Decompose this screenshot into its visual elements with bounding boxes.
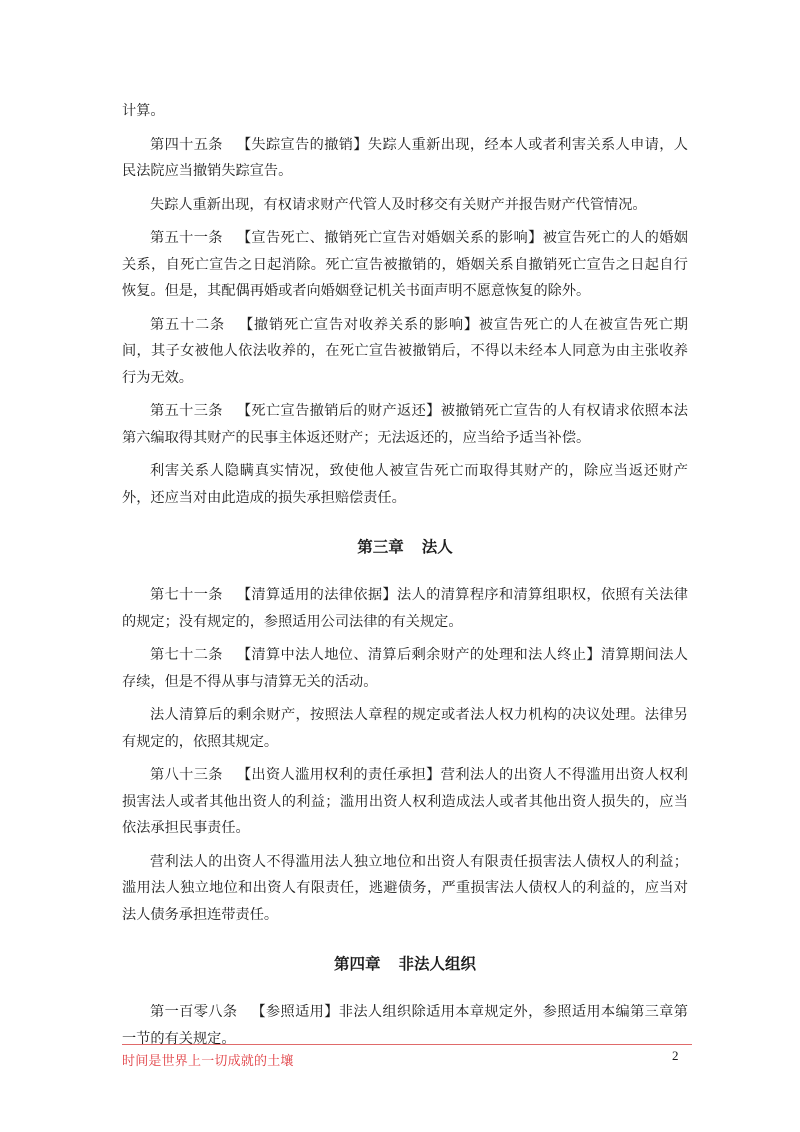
footer-motto: 时间是世界上一切成就的土壤 (122, 1054, 294, 1069)
chapter-heading (122, 534, 688, 560)
paragraph-text: 被宣告死亡的人在被宣告死亡期间，其子女被他人依法收养的，在死亡宣告被撤销后，不得以未经本人同意为由主张收养行为无效。 (122, 316, 688, 386)
chapter-number: 第三章 (357, 538, 404, 556)
chapter-title: 法人 (421, 538, 453, 556)
paragraph-text: 利害关系人隐瞒真实情况，致使他人被宣告死亡而取得其财产的，除应当返还财产外，还应当对由此造成的损失承担赔偿责任。 (122, 463, 688, 506)
article-number: 第一百零八条 (150, 1004, 238, 1020)
article-title: 【出资人滥用权利的责任承担】 (236, 767, 441, 783)
article-number: 第四十五条 (150, 136, 223, 153)
article-title: 【失踪宣告的撤销】 (236, 136, 368, 153)
paragraph-text: 法人清算后的剩余财产，按照法人章程的规定或者法人权力机构的决议处理。法律另有规定的，依照其规定。 (122, 707, 688, 750)
paragraph-text: 被撤销死亡宣告的人有权请求依照本法第六编取得其财产的民事主体返还财产；无法返还的，应当给予适当补偿。 (122, 403, 688, 446)
article-title: 【清算中法人地位、清算后剩余财产的处理和法人终止】 (236, 647, 601, 663)
article-paragraph (122, 582, 688, 642)
article-paragraph (122, 642, 688, 702)
paragraph-text: 失踪人重新出现，经本人或者利害关系人申请，人民法院应当撤销失踪宣告。 (122, 136, 688, 179)
document-body (122, 98, 688, 1059)
article-paragraph (122, 132, 688, 192)
paragraph-text: 营利法人的出资人不得滥用法人独立地位和出资人有限责任损害法人债权人的利益；滥用法人独立地位和出资人有限责任，逃避债务，严重损害法人债权人的利益的，应当对法人债务承担连带责任。 (122, 853, 688, 923)
paragraph-text: 失踪人重新出现，有权请求财产代管人及时移交有关财产并报告财产代管情况。 (150, 196, 647, 213)
body-paragraph (122, 98, 688, 132)
chapter-title: 非法人组织 (398, 955, 477, 973)
article-title: 【宣告死亡、撤销死亡宣告对婚姻关系的影响】 (236, 230, 543, 246)
body-paragraph (122, 458, 688, 518)
article-paragraph (122, 762, 688, 849)
article-title: 【撤销死亡宣告对收养关系的影响】 (238, 316, 479, 333)
article-paragraph (122, 225, 688, 312)
page-number: 2 (672, 1048, 679, 1063)
article-title: 【清算适用的法律依据】 (236, 587, 398, 603)
paragraph-text: 清算期间法人存续，但是不得从事与清算无关的活动。 (122, 647, 688, 690)
article-number: 第五十二条 (150, 316, 225, 333)
article-paragraph (122, 312, 688, 399)
article-paragraph (122, 398, 688, 458)
paragraph-text: 营利法人的出资人不得滥用出资人权利损害法人或者其他出资人的利益；滥用出资人权利造成法人或者其他出资人损失的，应当依法承担民事责任。 (122, 767, 688, 836)
article-number: 第七十二条 (150, 647, 223, 663)
paragraph-text: 法人的清算程序和清算组职权，依照有关法律的规定；没有规定的，参照适用公司法律的有关规定。 (122, 587, 688, 630)
body-paragraph (122, 702, 688, 762)
body-paragraph (122, 192, 688, 226)
article-number: 第五十一条 (150, 230, 223, 246)
paragraph-text: 非法人组织除适用本章规定外，参照适用本编第三章第一节的有关规定。 (122, 1004, 688, 1047)
paragraph-text: 计算。 (122, 103, 165, 119)
chapter-number: 第四章 (333, 955, 381, 973)
article-number: 第五十三条 (150, 403, 223, 419)
chapter-heading (122, 951, 688, 977)
paragraph-text: 被宣告死亡的人的婚姻关系，自死亡宣告之日起消除。死亡宣告被撤销的，婚姻关系自撤销死亡宣告之日起自行恢复。但是，其配偶再婚或者向婚姻登记机关书面声明不愿意恢复的除外。 (122, 230, 688, 299)
footer-divider (122, 1044, 692, 1045)
article-title: 【参照适用】 (251, 1004, 339, 1020)
article-number: 第七十一条 (150, 587, 223, 603)
body-paragraph (122, 849, 688, 936)
article-title: 【死亡宣告撤销后的财产返还】 (236, 403, 441, 419)
article-number: 第八十三条 (150, 767, 223, 783)
